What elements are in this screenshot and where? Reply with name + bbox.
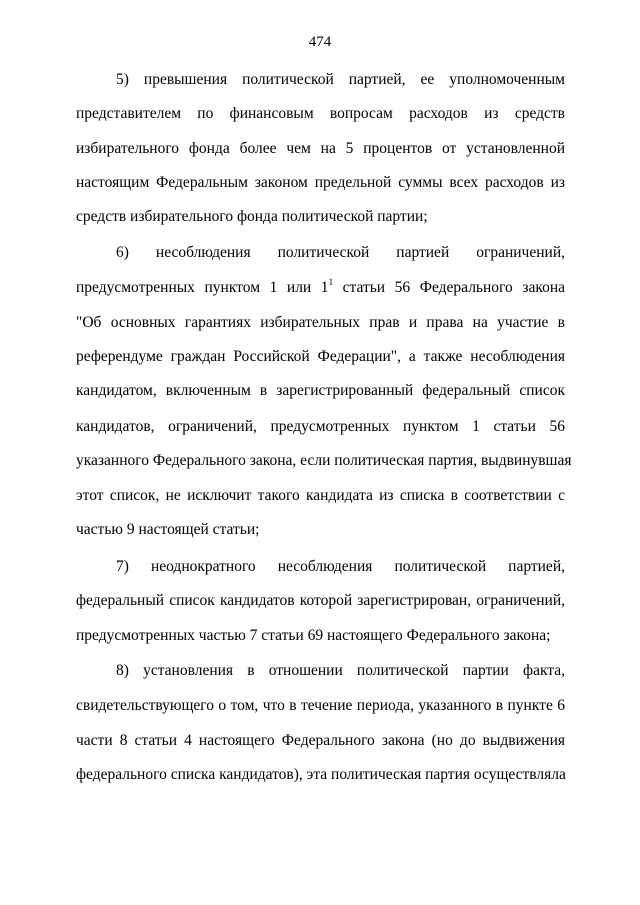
- paragraph-6-line-6: кандидатов, ограничений, предусмотренных пунктом 1 статьи 56: [76, 418, 565, 435]
- paragraph-6-line-9: частью 9 настоящей статьи;: [76, 521, 260, 538]
- paragraph-5-line-4: настоящим Федеральным законом предельной суммы всех расходов из: [76, 174, 565, 191]
- paragraph-5-line-2: представителем по финансовым вопросам расходов из средств: [76, 105, 565, 122]
- page-number: 474: [308, 34, 332, 50]
- paragraph-6-line-1: 6) несоблюдения политической партией ограничений,: [116, 244, 565, 261]
- paragraph-8-line-3: части 8 статьи 4 настоящего Федерального закона (но до выдвижения: [76, 732, 565, 749]
- paragraph-6-line-5: кандидатом, включенным в зарегистрированный федеральный список: [76, 382, 565, 399]
- paragraph-5-line-3: избирательного фонда более чем на 5 процентов от установленной: [76, 140, 565, 157]
- paragraph-8-line-4: федерального списка кандидатов), эта политическая партия осуществляла: [76, 766, 566, 783]
- paragraph-5-line-1: 5) превышения политической партией, ее уполномоченным: [116, 71, 565, 88]
- paragraph-6-line-3: "Об основных гарантиях избирательных прав и права на участие в: [76, 314, 565, 331]
- paragraph-7-line-1: 7) неоднократного несоблюдения политической партией,: [116, 558, 565, 575]
- paragraph-6-line-2-text-a: предусмотренных пунктом 1 или 1: [76, 279, 329, 296]
- paragraph-6-line-2: [76, 279, 565, 297]
- paragraph-6-line-7: указанного Федерального закона, если политическая партия, выдвинувшая: [76, 452, 572, 469]
- paragraph-7-line-2: федеральный список кандидатов которой зарегистрирован, ограничений,: [76, 592, 565, 609]
- paragraph-6-line-4: референдуме граждан Российской Федерации", а также несоблюдения: [76, 348, 565, 365]
- paragraph-6-line-8: этот список, не исключит такого кандидата из списка в соответствии с: [76, 487, 565, 504]
- paragraph-8-line-2: свидетельствующего о том, что в течение периода, указанного в пункте 6: [76, 697, 565, 714]
- superscript-one: 1: [328, 277, 334, 287]
- paragraph-5-line-5: средств избирательного фонда политической партии;: [76, 208, 428, 225]
- paragraph-8-line-1: 8) установления в отношении политической партии факта,: [116, 662, 565, 679]
- paragraph-6-line-2-text-b: статьи 56 Федерального закона: [342, 279, 566, 296]
- paragraph-7-line-3: предусмотренных частью 7 статьи 69 настоящего Федерального закона;: [76, 627, 551, 644]
